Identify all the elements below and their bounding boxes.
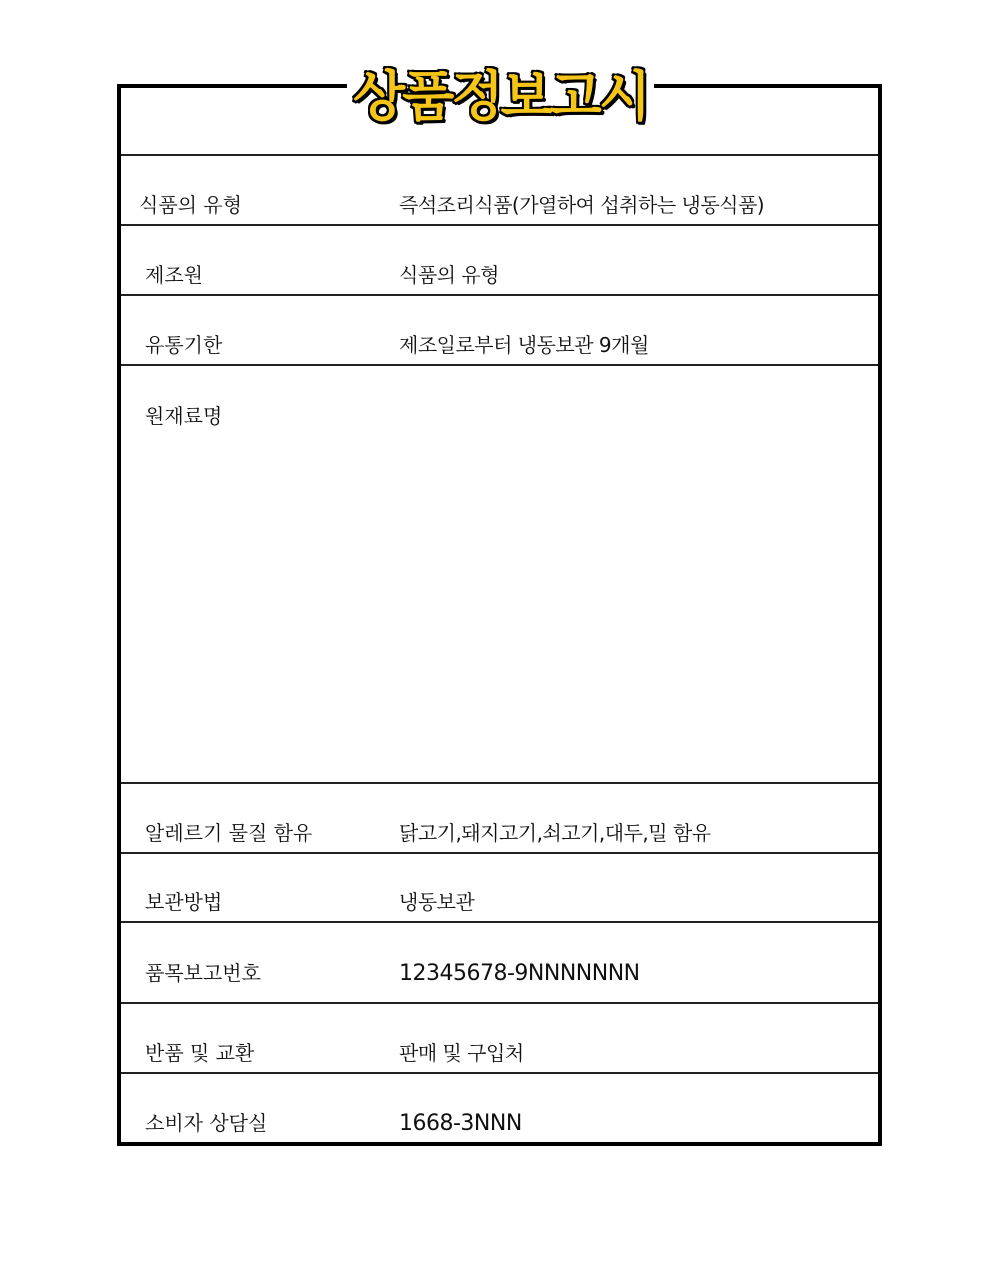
row-label: 보관방법 bbox=[145, 890, 223, 914]
table-row-food-type bbox=[121, 154, 878, 224]
row-value: 12345678-9NNNNNNN bbox=[399, 961, 640, 986]
table-row-returns bbox=[121, 1002, 878, 1072]
row-value: 냉동보관 bbox=[399, 890, 475, 914]
product-info-table bbox=[117, 84, 882, 1146]
row-value: 판매 및 구입처 bbox=[399, 1041, 524, 1065]
row-label: 품목보고번호 bbox=[145, 961, 261, 985]
row-label: 제조원 bbox=[145, 263, 203, 287]
row-label: 식품의 유형 bbox=[139, 193, 242, 217]
row-value: 즉석조리식품(가열하여 섭취하는 냉동식품) bbox=[399, 193, 765, 217]
row-value: 식품의 유형 bbox=[399, 263, 499, 287]
row-value: 1668-3NNN bbox=[399, 1111, 522, 1136]
table-row-report-number bbox=[121, 921, 878, 1002]
row-label: 유통기한 bbox=[145, 333, 223, 357]
table-row-ingredients bbox=[121, 364, 878, 784]
table-row-allergens bbox=[121, 782, 878, 852]
row-label: 소비자 상담실 bbox=[145, 1111, 268, 1135]
table-row-customer-service bbox=[121, 1072, 878, 1142]
row-label: 원재료명 bbox=[145, 404, 223, 428]
table-row-expiry bbox=[121, 294, 878, 364]
table-row-manufacturer bbox=[121, 224, 878, 294]
title-wrap bbox=[0, 62, 1001, 132]
row-value: 닭고기,돼지고기,쇠고기,대두,밀 함유 bbox=[399, 821, 711, 845]
row-value: 제조일로부터 냉동보관 9개월 bbox=[399, 333, 649, 357]
page-title: 상품정보고시 bbox=[347, 62, 654, 132]
row-label: 반품 및 교환 bbox=[145, 1041, 255, 1065]
table-row-storage bbox=[121, 852, 878, 921]
row-label: 알레르기 물질 함유 bbox=[145, 821, 313, 845]
